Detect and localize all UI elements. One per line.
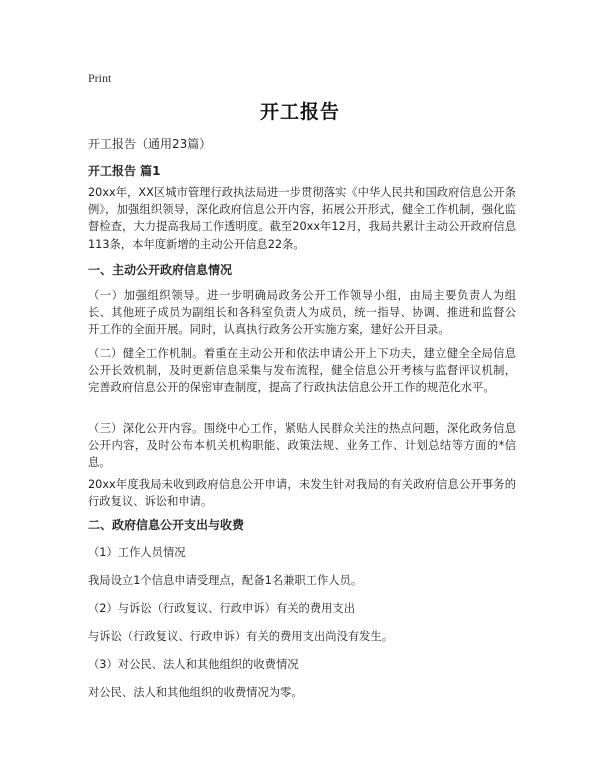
intro-paragraph: 20xx年，XX区城市管理行政执法局进一步贯彻落实《中华人民共和国政府信息公开条例》，加强组织领导，深化政府信息公开内容，拓展公开形式，健全工作机制，强化监督检查，大力提高我局工作透明度。截至20xx年12月，我局共累计主动公开政府信息113条，本年度新增的主动公开信息22条。 [88, 186, 516, 251]
section2-item-3: （3）对公民、法人和其他组织的收费情况 [88, 658, 299, 671]
section2-heading: 二、政府信息公开支出与收费 [88, 518, 245, 532]
section1-heading: 一、主动公开政府信息情况 [88, 263, 233, 277]
section1-paragraph-3: （三）深化公开内容。围绕中心工作，紧贴人民群众关注的热点问题，深化政务信息公开内容，及时公布本机关机构职能、政策法规、业务工作、计划总结等方面的*信息。 [88, 422, 516, 470]
section2-item-2-text: 与诉讼（行政复议、行政申诉）有关的费用支出尚没有发生。 [88, 630, 394, 643]
section2-item-1-text: 我局设立1个信息申请受理点，配备1名兼职工作人员。 [88, 574, 363, 587]
section1-paragraph-2: （二）健全工作机制。着重在主动公开和依法申请公开上下功夫，建立健全全局信息公开长效机制，及时更新信息采集与发布流程，健全信息公开考核与监督评议机制，完善政府信息公开的保密审查制度，提高了行政执法信息公开工作的规范化水平。 [88, 347, 516, 395]
section1-paragraph-4: 20xx年度我局未收到政府信息公开申请，未发生针对我局的有关政府信息公开事务的行政复议、诉讼和申请。 [88, 478, 516, 509]
document-subtitle: 开工报告（通用23篇） [88, 137, 212, 151]
page-title: 开工报告 [259, 101, 340, 123]
print-label: Print [88, 71, 112, 85]
section2-item-2: （2）与诉讼（行政复议、行政申诉）有关的费用支出 [88, 602, 356, 615]
chapter-title: 开工报告 篇1 [88, 164, 161, 178]
section2-item-3-text: 对公民、法人和其他组织的收费情况为零。 [88, 686, 303, 699]
section2-item-1: （1）工作人员情况 [88, 546, 186, 559]
section1-paragraph-1: （一）加强组织领导。进一步明确局政务公开工作领导小组，由局主要负责人为组长、其他班子成员为副组长和各科室负责人为成员，统一指导、协调、推进和监督公开工作的全面开展。同时，认真执行政务公开实施方案，建好公开目录。 [88, 289, 516, 337]
